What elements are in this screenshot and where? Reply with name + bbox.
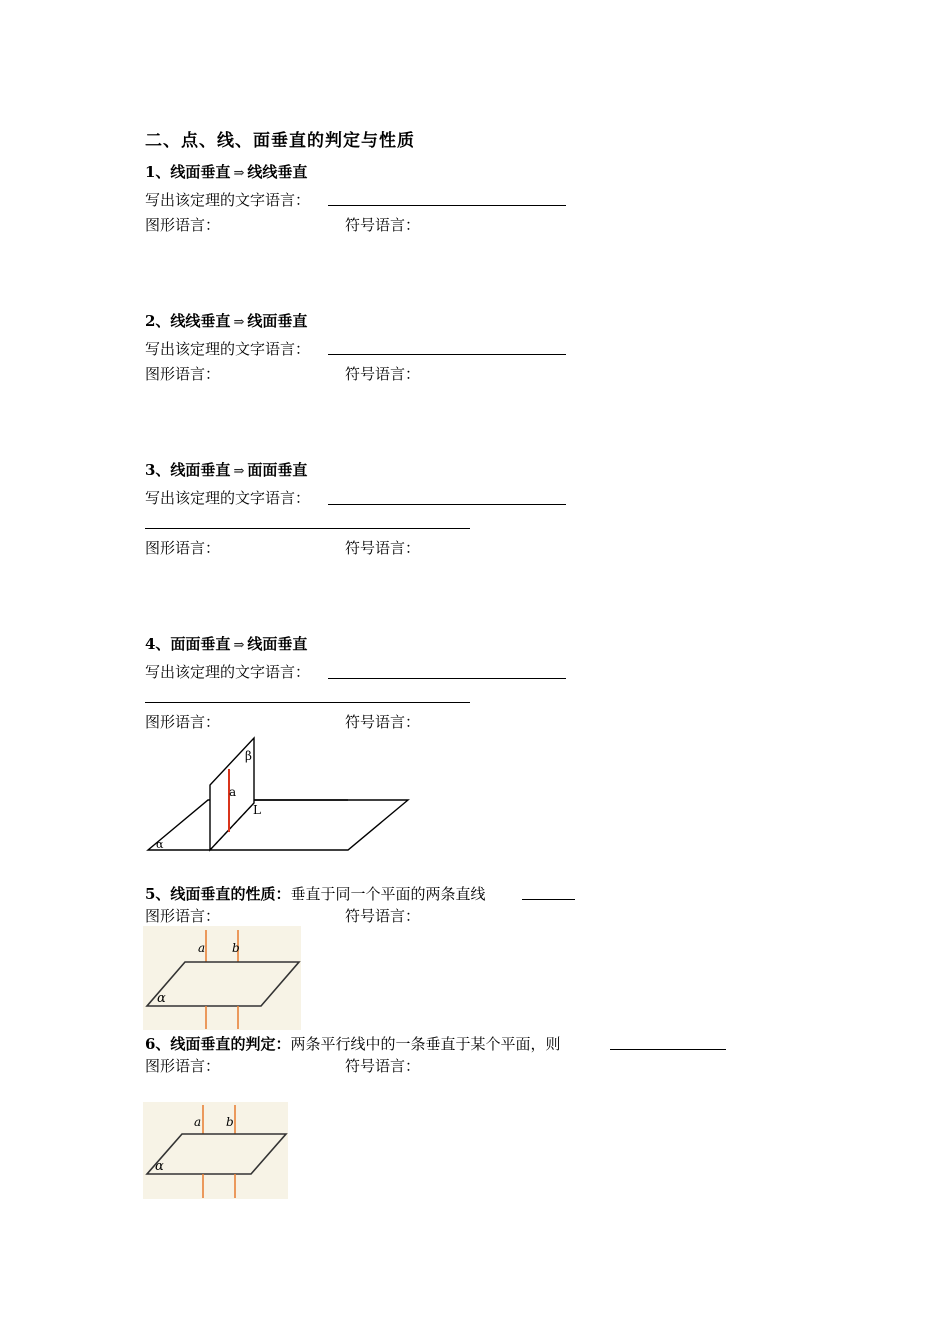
section-3-heading [145,459,307,480]
section-4-symbol-label: 符号语言： [345,713,421,731]
label-alpha: α [156,838,164,851]
heading-right: 面面垂直 [247,461,308,479]
heading-right: 线面垂直 [247,312,308,330]
section-5-body: 垂直于同一个平面的两条直线 [290,885,486,903]
section-3-figure-label: 图形语言： [145,539,221,557]
parallel-lines-plane-figure-6 [143,1102,288,1199]
label-beta: β [245,749,252,763]
section-6-answer-line[interactable] [610,1049,726,1050]
section-5-symbol-label: 符号语言： [345,907,421,925]
label-a: a [194,1115,202,1129]
label-a: a [198,941,206,955]
label-alpha: α [157,991,166,1006]
section-5-heading: 5、线面垂直的性质： [145,885,291,903]
section-5-answer-line[interactable] [522,899,575,900]
section-4-answer-line-2[interactable] [145,702,470,703]
section-4-heading [145,633,307,654]
heading-left: 2、线线垂直 [145,312,231,330]
section-1-text-label: 写出该定理的文字语言： [145,191,311,209]
section-2-figure-label: 图形语言： [145,365,221,383]
plane-alpha [148,800,408,850]
section-3-answer-line[interactable] [328,504,566,505]
section-6-symbol-label: 符号语言： [345,1057,421,1075]
section-2-heading [145,310,307,331]
label-alpha: α [155,1159,164,1174]
implies-arrow: ⇒ [233,638,245,653]
section-1-figure-label: 图形语言： [145,216,221,234]
label-a: a [229,785,237,799]
section-5-figure-label: 图形语言： [145,907,221,925]
section-6-body: 两条平行线中的一条垂直于某个平面，则 [290,1035,561,1053]
section-1-symbol-label: 符号语言： [345,216,421,234]
heading-right: 线面垂直 [247,635,308,653]
label-b: b [232,941,240,955]
heading-right: 线线垂直 [247,163,308,181]
section-2-text-label: 写出该定理的文字语言： [145,340,311,358]
plane-alpha [147,1134,286,1174]
section-6-figure-label: 图形语言： [145,1057,221,1075]
implies-arrow: ⇒ [233,315,245,330]
section-1-heading [145,161,307,182]
perpendicular-planes-figure [140,733,360,858]
section-3-text-label: 写出该定理的文字语言： [145,489,311,507]
heading-left: 3、线面垂直 [145,461,231,479]
implies-arrow: ⇒ [233,464,245,479]
section-6-heading: 6、线面垂直的判定： [145,1035,291,1053]
page-title: 二、点、线、面垂直的判定与性质 [145,131,415,151]
label-b: b [226,1115,234,1129]
heading-left: 1、线面垂直 [145,163,231,181]
section-3-answer-line-2[interactable] [145,528,470,529]
implies-arrow: ⇒ [233,166,245,181]
section-6-line [145,1033,560,1054]
section-2-answer-line[interactable] [328,354,566,355]
section-5-line [145,883,485,904]
section-3-symbol-label: 符号语言： [345,539,421,557]
section-1-answer-line[interactable] [328,205,566,206]
section-4-figure-label: 图形语言： [145,713,221,731]
section-4-text-label: 写出该定理的文字语言： [145,663,311,681]
label-L: L [253,803,261,817]
parallel-lines-plane-figure-5 [143,926,301,1030]
section-2-symbol-label: 符号语言： [345,365,421,383]
heading-left: 4、面面垂直 [145,635,231,653]
section-4-answer-line[interactable] [328,678,566,679]
plane-alpha [147,962,299,1006]
